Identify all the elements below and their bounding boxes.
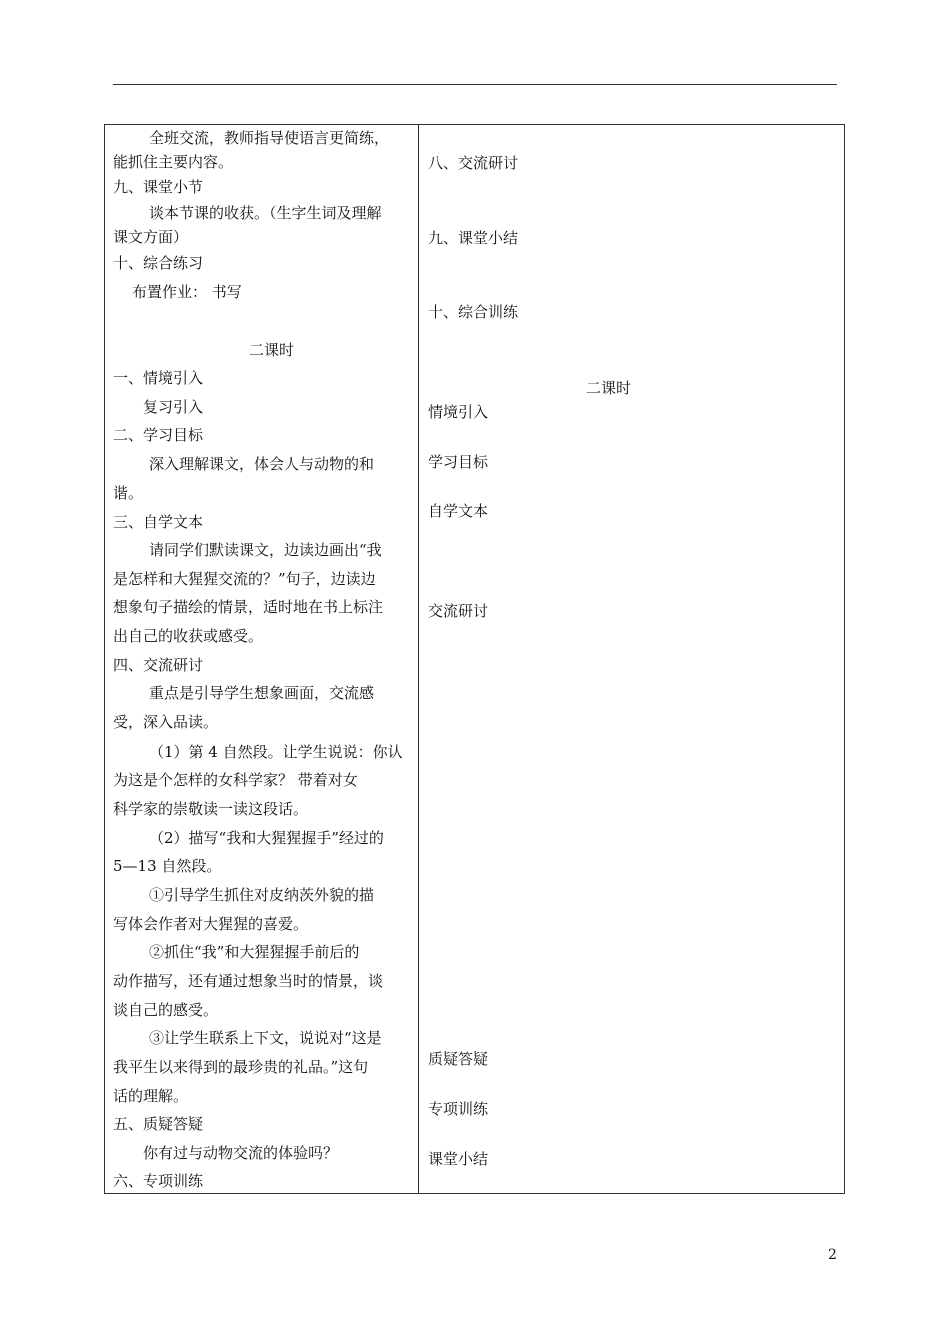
left-line: 话的理解。: [113, 1087, 189, 1105]
lesson-title: 二课时: [249, 341, 295, 359]
right-heading: 九、课堂小结: [428, 229, 519, 247]
right-heading: 课堂小结: [428, 1150, 489, 1168]
page-number: 2: [828, 1247, 837, 1263]
left-line: 课文方面）: [113, 228, 189, 246]
left-line: ②抓住“我”和大猩猩握手前后的: [149, 943, 360, 961]
left-line: 谈自己的感受。: [113, 1001, 219, 1019]
left-line: 复习引入: [143, 398, 204, 416]
left-line: 谈本节课的收获。（生字生词及理解: [149, 204, 382, 222]
left-line: ①引导学生抓住对皮纳茨外貌的描: [149, 886, 375, 904]
section-heading: 三、自学文本: [113, 513, 204, 531]
left-line: 想象句子描绘的情景，适时地在书上标注: [113, 598, 384, 616]
section-heading: 五、质疑答疑: [113, 1115, 204, 1133]
left-line: 为这是个怎样的女科学家？ 带着对女: [113, 771, 358, 789]
right-heading: 十、综合训练: [428, 303, 519, 321]
left-line: 重点是引导学生想象画面，交流感: [149, 684, 375, 702]
left-line: 是怎样和大猩猩交流的？”句子，边读边: [113, 570, 376, 588]
left-line: 深入理解课文，体会人与动物的和: [149, 455, 375, 473]
right-heading: 情境引入: [428, 403, 489, 421]
left-line: （1）第 4 自然段。让学生说说：你认: [149, 743, 403, 761]
left-line: 5—13 自然段。: [113, 857, 222, 875]
right-heading: 八、交流研讨: [428, 154, 519, 172]
left-line: ③让学生联系上下文，说说对“这是: [149, 1029, 382, 1047]
section-heading: 九、课堂小节: [113, 178, 204, 196]
left-line: 出自己的收获或感受。: [113, 627, 264, 645]
right-heading: 专项训练: [428, 1100, 489, 1118]
left-line: 动作描写，还有通过想象当时的情景，谈: [113, 972, 384, 990]
right-heading: 质疑答疑: [428, 1050, 489, 1068]
section-heading: 十、综合练习: [113, 254, 204, 272]
left-line: 请同学们默读课文，边读边画出“我: [149, 541, 382, 559]
right-heading: 自学文本: [428, 502, 489, 520]
right-heading: 学习目标: [428, 453, 489, 471]
left-line: 受，深入品读。: [113, 713, 219, 731]
left-line: 你有过与动物交流的体验吗？: [143, 1144, 339, 1162]
left-line: 能抓住主要内容。: [113, 153, 234, 171]
section-heading: 二、学习目标: [113, 426, 204, 444]
section-heading: 四、交流研讨: [113, 656, 204, 674]
left-line: 写体会作者对大猩猩的喜爱。: [113, 915, 309, 933]
homework-line: 布置作业： 书写: [132, 283, 242, 301]
left-line: （2）描写“我和大猩猩握手”经过的: [149, 829, 384, 847]
lesson-title: 二课时: [586, 379, 632, 397]
right-heading: 交流研讨: [428, 602, 489, 620]
left-line: 科学家的崇敬读一读这段话。: [113, 800, 309, 818]
section-heading: 一、情境引入: [113, 369, 204, 387]
left-line: 我平生以来得到的最珍贵的礼品。”这句: [113, 1058, 369, 1076]
header-rule: [113, 84, 837, 85]
lesson-plan-table: [104, 124, 845, 1194]
section-heading: 六、专项训练: [113, 1172, 204, 1190]
left-line: 谐。: [113, 484, 144, 502]
column-divider: [418, 125, 419, 1193]
left-line: 全班交流，教师指导使语言更简练，: [149, 129, 390, 147]
